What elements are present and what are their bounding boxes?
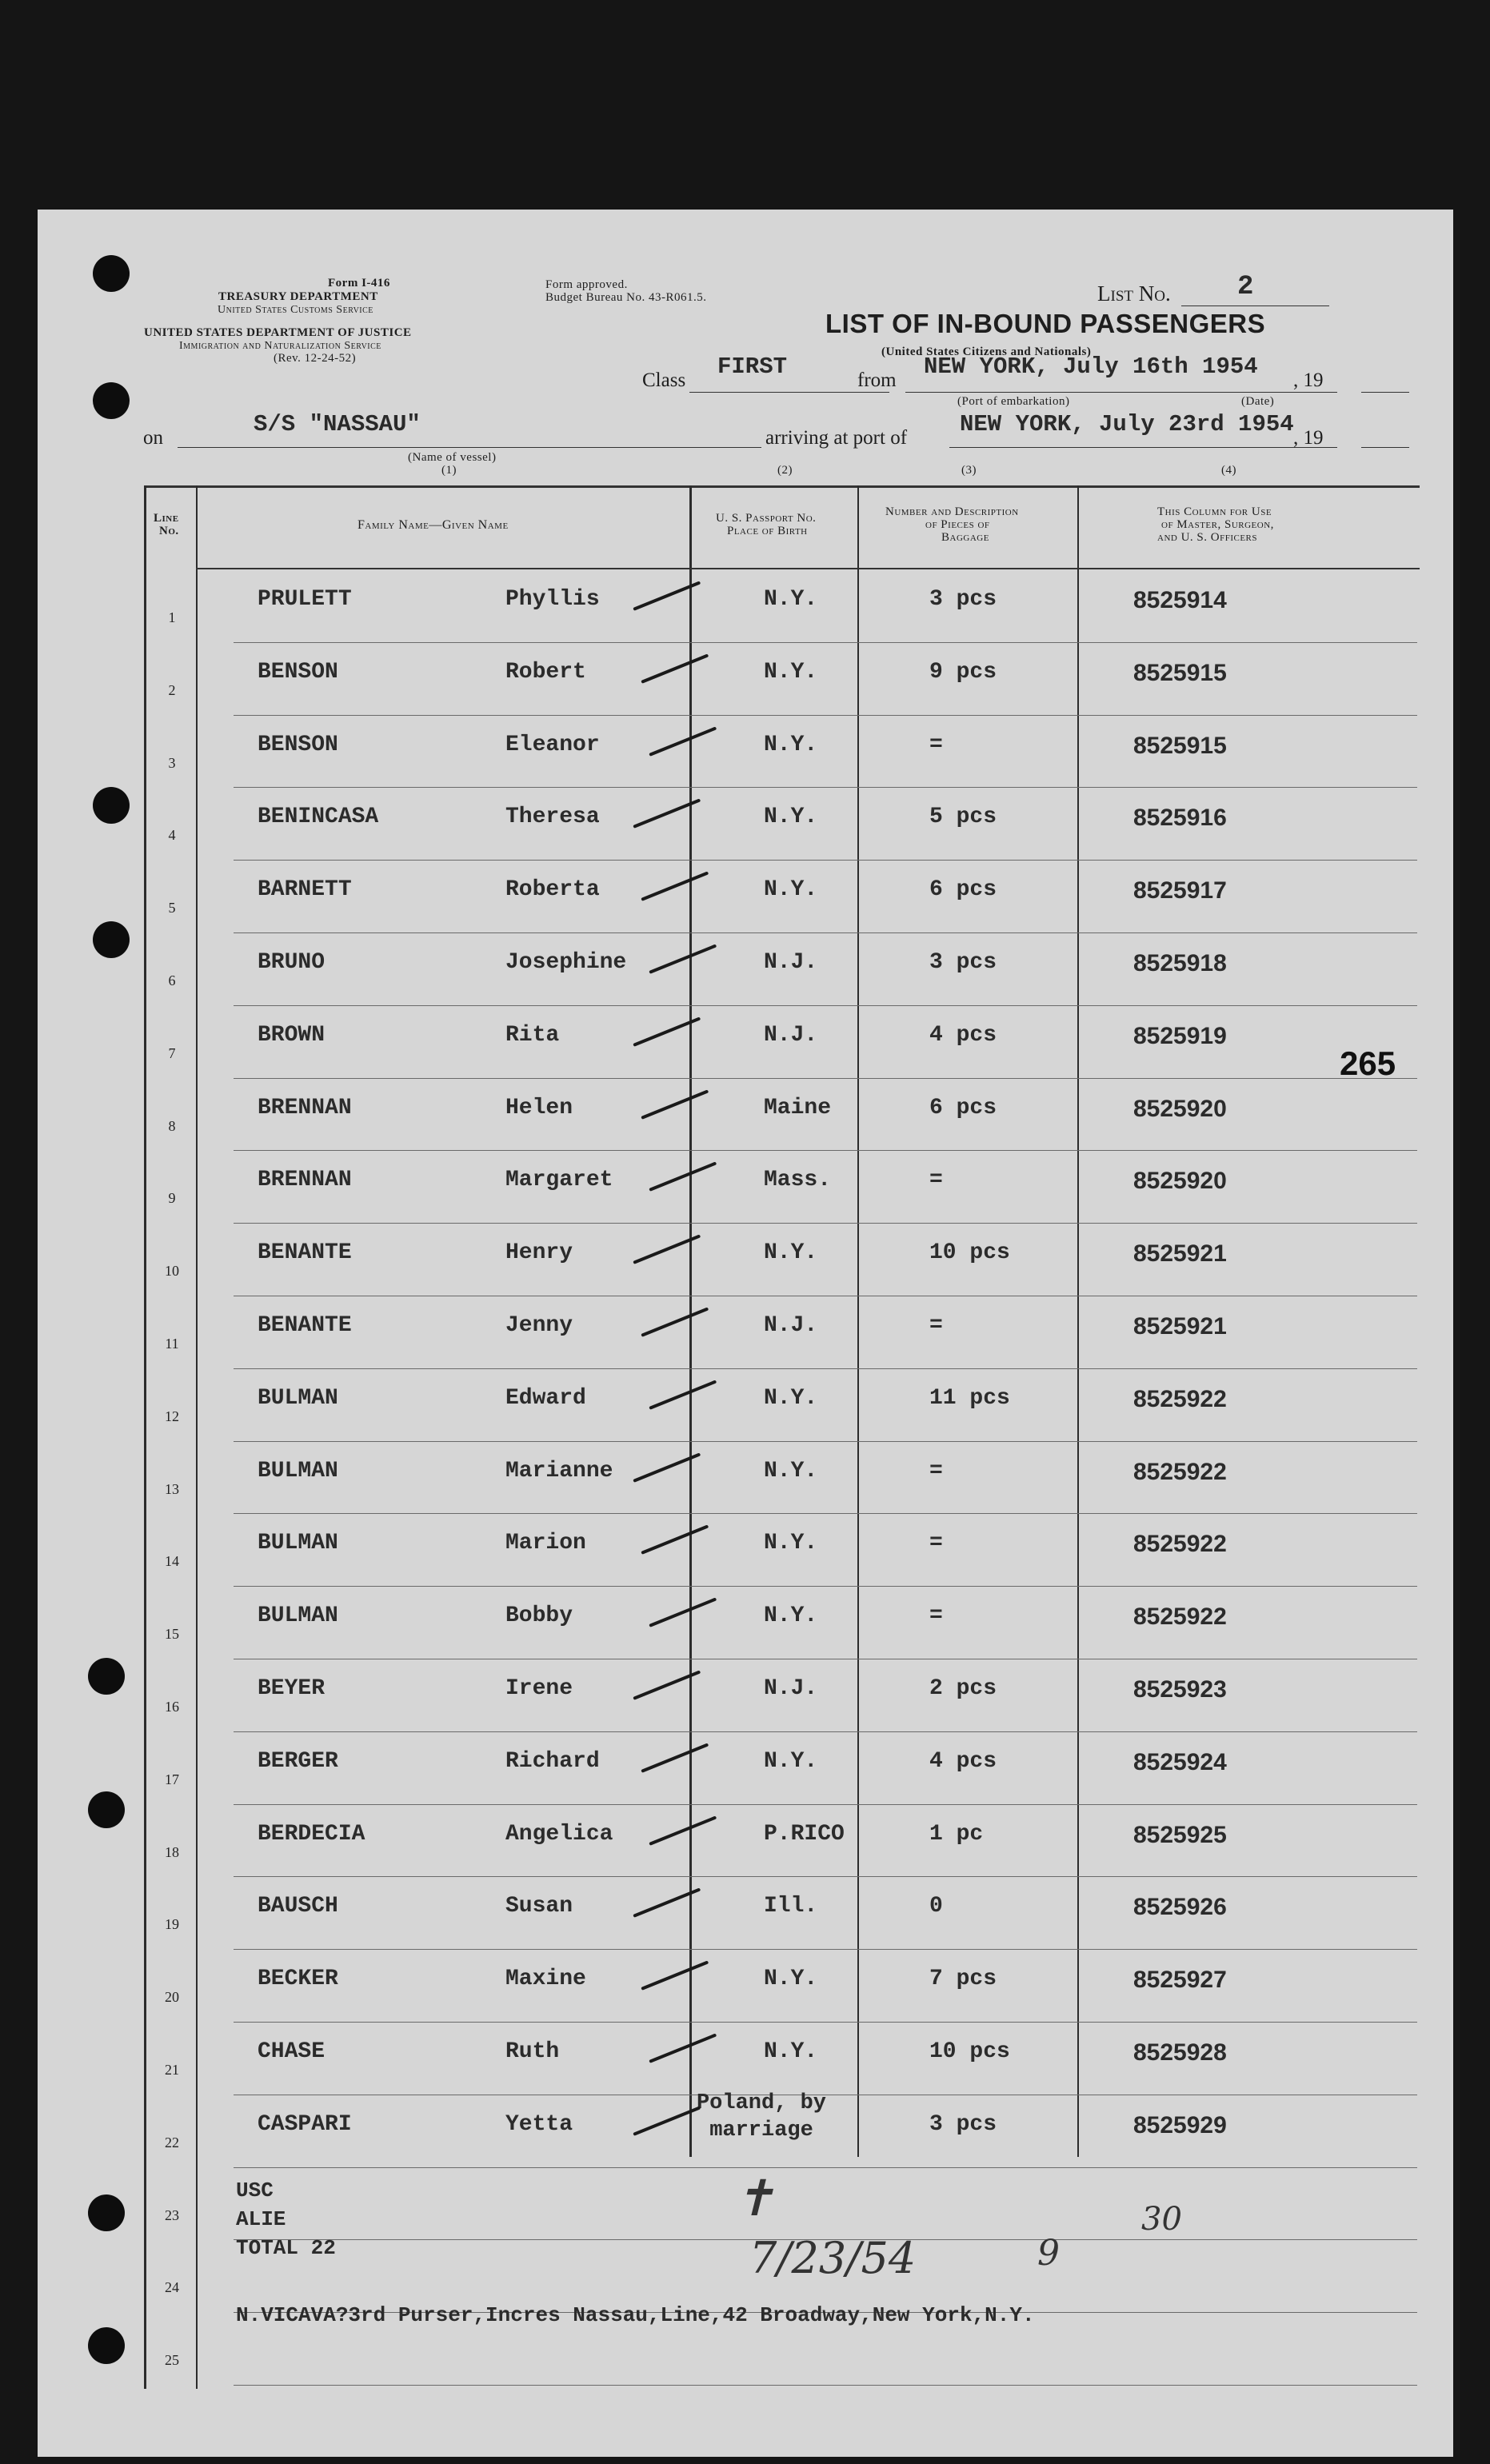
punch-hole: [88, 1791, 125, 1828]
family-name: BEYER: [258, 1676, 326, 1701]
given-name: Jenny: [505, 1313, 573, 1338]
given-name: Helen: [505, 1095, 573, 1120]
baggage: 7 pcs: [929, 1967, 997, 1992]
given-name: Angelica: [505, 1821, 613, 1847]
header-name: Family Name—Given Name: [358, 518, 509, 532]
handwritten-thirty: 30: [1141, 2201, 1182, 2238]
officer-number: 8525929: [1133, 2111, 1227, 2139]
alie-label: ALIE: [236, 2207, 286, 2231]
line-number: 19: [165, 1916, 179, 1933]
place-of-birth: N.Y.: [764, 1458, 818, 1484]
class-value: FIRST: [717, 353, 788, 380]
family-name: BENANTE: [258, 1313, 352, 1338]
check-mark: [649, 2033, 717, 2063]
line-number: 6: [168, 972, 176, 988]
row-divider: [234, 787, 1417, 788]
check-mark: [641, 872, 709, 901]
baggage: 6 pcs: [929, 877, 997, 903]
given-name: Henry: [505, 1240, 573, 1266]
place-of-birth: N.J.: [764, 1313, 818, 1338]
officer-number: 8525914: [1133, 587, 1227, 613]
baggage: 1 pc: [929, 1821, 984, 1847]
place-of-birth: N.Y.: [764, 2039, 818, 2064]
line-number: 3: [168, 754, 176, 771]
handwritten-initials: ✝: [733, 2169, 775, 2227]
baggage: =: [929, 732, 943, 757]
line-number: 12: [165, 1408, 179, 1424]
given-name: Theresa: [505, 805, 600, 830]
list-no-label: List No.: [1097, 282, 1171, 306]
check-mark: [641, 1089, 709, 1119]
given-name: Margaret: [505, 1168, 613, 1193]
officer-number: 8525927: [1133, 1967, 1227, 1994]
row-divider: [234, 2167, 1417, 2168]
officer-number: 8525925: [1133, 1821, 1227, 1848]
officer-number: 8525918: [1133, 950, 1227, 976]
line-number: 8: [168, 1117, 176, 1134]
baggage: 10 pcs: [929, 2039, 1010, 2064]
year-label-2: , 19: [1293, 427, 1324, 449]
punch-hole: [88, 1658, 125, 1695]
justice-dept: UNITED STATES DEPARTMENT OF JUSTICE: [144, 326, 412, 339]
line-number: 24: [165, 2279, 179, 2296]
manifest-page: [38, 210, 1453, 2457]
baggage: 2 pcs: [929, 1676, 997, 1701]
baggage: 3 pcs: [929, 950, 997, 975]
header-officers-1: This Column for Use: [1157, 505, 1272, 518]
baggage: =: [929, 1168, 943, 1193]
punch-hole: [93, 382, 130, 419]
officer-number: 8525926: [1133, 1894, 1227, 1921]
given-name: Eleanor: [505, 732, 600, 757]
row-divider: [234, 1804, 1417, 1805]
punch-hole: [93, 787, 130, 824]
form-number: Form I-416: [328, 277, 390, 290]
baggage: 10 pcs: [929, 1240, 1010, 1266]
place-of-birth: N.Y.: [764, 587, 818, 612]
officer-number: 8525922: [1133, 1385, 1227, 1412]
col-number-2: (2): [777, 464, 793, 477]
form-approved: Form approved.: [545, 278, 628, 291]
punch-hole: [88, 2194, 125, 2231]
place-of-birth: Mass.: [764, 1168, 832, 1193]
check-mark: [649, 1815, 717, 1845]
given-name: Maxine: [505, 1967, 586, 1992]
baggage: =: [929, 1531, 943, 1556]
header-baggage-2: of Pieces of: [925, 518, 990, 531]
line-number: 17: [165, 1771, 179, 1787]
row-divider: [234, 1368, 1417, 1369]
family-name: BERDECIA: [258, 1821, 366, 1847]
row-divider: [234, 715, 1417, 716]
given-name: Yetta: [505, 2111, 573, 2137]
place-of-birth: N.Y.: [764, 1603, 818, 1629]
row-divider: [234, 1949, 1417, 1950]
class-label: Class: [642, 369, 686, 391]
place-of-birth: Maine: [764, 1095, 832, 1120]
place-of-birth: N.Y.: [764, 1240, 818, 1266]
given-name: Robert: [505, 659, 586, 685]
row-divider: [234, 1223, 1417, 1224]
family-name: BENINCASA: [258, 805, 379, 830]
list-no-value: 2: [1237, 272, 1254, 302]
line-number: 7: [168, 1044, 176, 1061]
check-mark: [641, 1525, 709, 1555]
line-number: 1: [168, 609, 176, 625]
punch-hole: [88, 2327, 125, 2364]
family-name: BENANTE: [258, 1240, 352, 1266]
family-name: BAUSCH: [258, 1894, 338, 1919]
header-passport: U. S. Passport No.: [716, 512, 817, 525]
row-divider: [234, 860, 1417, 861]
usc-label: USC: [236, 2178, 274, 2202]
given-name: Marianne: [505, 1458, 613, 1484]
row-divider: [234, 642, 1417, 643]
place-of-birth: N.J.: [764, 1022, 818, 1048]
place-of-birth: Ill.: [764, 1894, 818, 1919]
officer-number: 8525924: [1133, 1748, 1227, 1775]
header-officers-3: and U. S. Officers: [1157, 531, 1257, 544]
officer-number: 8525917: [1133, 877, 1227, 905]
arriving-value: NEW YORK, July 23rd 1954: [960, 411, 1294, 437]
row-divider: [234, 2385, 1417, 2386]
officer-number: 8525922: [1133, 1458, 1227, 1485]
baggage: 3 pcs: [929, 587, 997, 612]
col-number-3: (3): [961, 464, 977, 477]
given-name: Susan: [505, 1894, 573, 1919]
arriving-label: arriving at port of: [765, 427, 908, 449]
baggage: 11 pcs: [929, 1385, 1010, 1411]
place-of-birth: Poland, by marriage: [696, 2091, 827, 2143]
revision: (Rev. 12-24-52): [274, 352, 357, 365]
page-title: LIST OF IN-BOUND PASSENGERS: [825, 309, 1266, 338]
baggage: 5 pcs: [929, 805, 997, 830]
baggage: 9 pcs: [929, 659, 997, 685]
check-mark: [649, 726, 717, 756]
header-baggage-3: Baggage: [941, 531, 989, 544]
family-name: CASPARI: [258, 2111, 352, 2137]
line-number: 9: [168, 1190, 176, 1207]
row-divider: [234, 1876, 1417, 1877]
officer-number: 8525922: [1133, 1603, 1227, 1631]
on-label: on: [143, 427, 163, 449]
family-name: BULMAN: [258, 1385, 338, 1411]
family-name: BRENNAN: [258, 1168, 352, 1193]
family-name: BRUNO: [258, 950, 326, 975]
given-name: Ruth: [505, 2039, 560, 2064]
family-name: BECKER: [258, 1967, 338, 1992]
from-label: from: [857, 369, 897, 391]
check-mark: [641, 1743, 709, 1772]
family-name: BULMAN: [258, 1603, 338, 1629]
line-number: 14: [165, 1553, 179, 1570]
vessel-caption: (Name of vessel): [408, 451, 497, 464]
line-number: 25: [165, 2352, 179, 2369]
given-name: Bobby: [505, 1603, 573, 1629]
given-name: Marion: [505, 1531, 586, 1556]
row-divider: [234, 1513, 1417, 1514]
header-officers-2: of Master, Surgeon,: [1161, 518, 1274, 531]
officer-number: 8525921: [1133, 1313, 1227, 1340]
place-of-birth: N.Y.: [764, 877, 818, 903]
budget-bureau: Budget Bureau No. 43-R061.5.: [545, 291, 707, 304]
line-number: 5: [168, 900, 176, 917]
family-name: BULMAN: [258, 1458, 338, 1484]
total-label: TOTAL 22: [236, 2236, 336, 2260]
table-top-border: [144, 485, 1420, 488]
punch-hole: [93, 921, 130, 958]
handwritten-nine: 9: [1037, 2233, 1060, 2274]
row-divider: [234, 1150, 1417, 1151]
customs-service: United States Customs Service: [218, 304, 373, 316]
line-number: 22: [165, 2134, 179, 2151]
baggage: 4 pcs: [929, 1022, 997, 1048]
row-divider: [234, 2022, 1417, 2023]
family-name: BULMAN: [258, 1531, 338, 1556]
header-line-no-2: No.: [159, 525, 179, 537]
page-subtitle: (United States Citizens and Nationals): [881, 345, 1092, 358]
officer-number: 8525919: [1133, 1022, 1227, 1049]
place-of-birth: N.Y.: [764, 732, 818, 757]
place-of-birth: N.J.: [764, 950, 818, 975]
family-name: BENSON: [258, 732, 338, 757]
check-mark: [649, 1598, 717, 1627]
baggage: =: [929, 1313, 943, 1338]
row-divider: [234, 1731, 1417, 1732]
check-mark: [641, 1307, 709, 1336]
place-of-birth: N.J.: [764, 1676, 818, 1701]
officer-number: 8525921: [1133, 1240, 1227, 1268]
baggage: 0: [929, 1894, 943, 1919]
place-of-birth: N.Y.: [764, 1748, 818, 1774]
baggage: 4 pcs: [929, 1748, 997, 1774]
family-name: BERGER: [258, 1748, 338, 1774]
family-name: BRENNAN: [258, 1095, 352, 1120]
officer-number: 8525920: [1133, 1095, 1227, 1122]
family-name: PRULETT: [258, 587, 352, 612]
header-birth: Place of Birth: [727, 525, 808, 537]
side-page-number: 265: [1340, 1044, 1396, 1082]
row-divider: [234, 1005, 1417, 1006]
row-divider: [234, 1586, 1417, 1587]
line-number: 11: [165, 1336, 179, 1352]
year-label-1: , 19: [1293, 369, 1324, 391]
officer-number: 8525920: [1133, 1168, 1227, 1195]
check-mark: [641, 653, 709, 683]
baggage: 3 pcs: [929, 2111, 997, 2137]
officer-number: 8525922: [1133, 1531, 1227, 1558]
baggage: 6 pcs: [929, 1095, 997, 1120]
place-of-birth: N.Y.: [764, 1531, 818, 1556]
officer-number: 8525916: [1133, 805, 1227, 832]
from-value: NEW YORK, July 16th 1954: [924, 353, 1258, 380]
given-name: Edward: [505, 1385, 586, 1411]
check-mark: [649, 944, 717, 973]
baggage: =: [929, 1458, 943, 1484]
check-mark: [641, 1961, 709, 1991]
line-number: 23: [165, 2206, 179, 2223]
given-name: Richard: [505, 1748, 600, 1774]
officer-number: 8525915: [1133, 659, 1227, 686]
place-of-birth: N.Y.: [764, 805, 818, 830]
line-number: 10: [165, 1263, 179, 1280]
line-number: 4: [168, 827, 176, 844]
check-mark: [649, 1380, 717, 1409]
given-name: Roberta: [505, 877, 600, 903]
given-name: Phyllis: [505, 587, 600, 612]
place-of-birth: N.Y.: [764, 1967, 818, 1992]
family-name: BROWN: [258, 1022, 326, 1048]
port-caption: (Port of embarkation): [957, 395, 1070, 408]
header-line-no: Line: [154, 512, 179, 525]
row-divider: [234, 1078, 1417, 1079]
family-name: CHASE: [258, 2039, 326, 2064]
line-number: 16: [165, 1699, 179, 1715]
family-name: BENSON: [258, 659, 338, 685]
line-number: 20: [165, 1989, 179, 2006]
family-name: BARNETT: [258, 877, 352, 903]
place-of-birth: P.RICO: [764, 1821, 845, 1847]
place-of-birth: N.Y.: [764, 1385, 818, 1411]
officer-number: 8525915: [1133, 732, 1227, 759]
given-name: Rita: [505, 1022, 560, 1048]
row-divider: [234, 1441, 1417, 1442]
officer-number: 8525923: [1133, 1676, 1227, 1703]
punch-hole: [93, 255, 130, 292]
given-name: Irene: [505, 1676, 573, 1701]
vessel-value: S/S "NASSAU": [254, 411, 421, 437]
col-number-1: (1): [441, 464, 457, 477]
line-number: 21: [165, 2062, 179, 2078]
line-number: 15: [165, 1626, 179, 1643]
officer-number: 8525928: [1133, 2039, 1227, 2066]
line-number: 2: [168, 681, 176, 698]
baggage: =: [929, 1603, 943, 1629]
treasury-dept: TREASURY DEPARTMENT: [218, 290, 378, 303]
col-number-4: (4): [1221, 464, 1236, 477]
place-of-birth: N.Y.: [764, 659, 818, 685]
row-divider: [234, 932, 1417, 933]
line-number: 18: [165, 1843, 179, 1860]
purser-signature-line: N.VICAVA?3rd Purser,Incres Nassau,Line,42 Broadway,New York,N.Y.: [236, 2303, 1035, 2327]
date-caption: (Date): [1241, 395, 1275, 408]
given-name: Josephine: [505, 950, 627, 975]
line-number: 13: [165, 1480, 179, 1497]
header-baggage-1: Number and Description: [885, 505, 1019, 518]
check-mark: [649, 1162, 717, 1192]
ins-service: Immigration and Naturalization Service: [179, 340, 381, 352]
handwritten-date: 7/23/54: [749, 2233, 917, 2283]
